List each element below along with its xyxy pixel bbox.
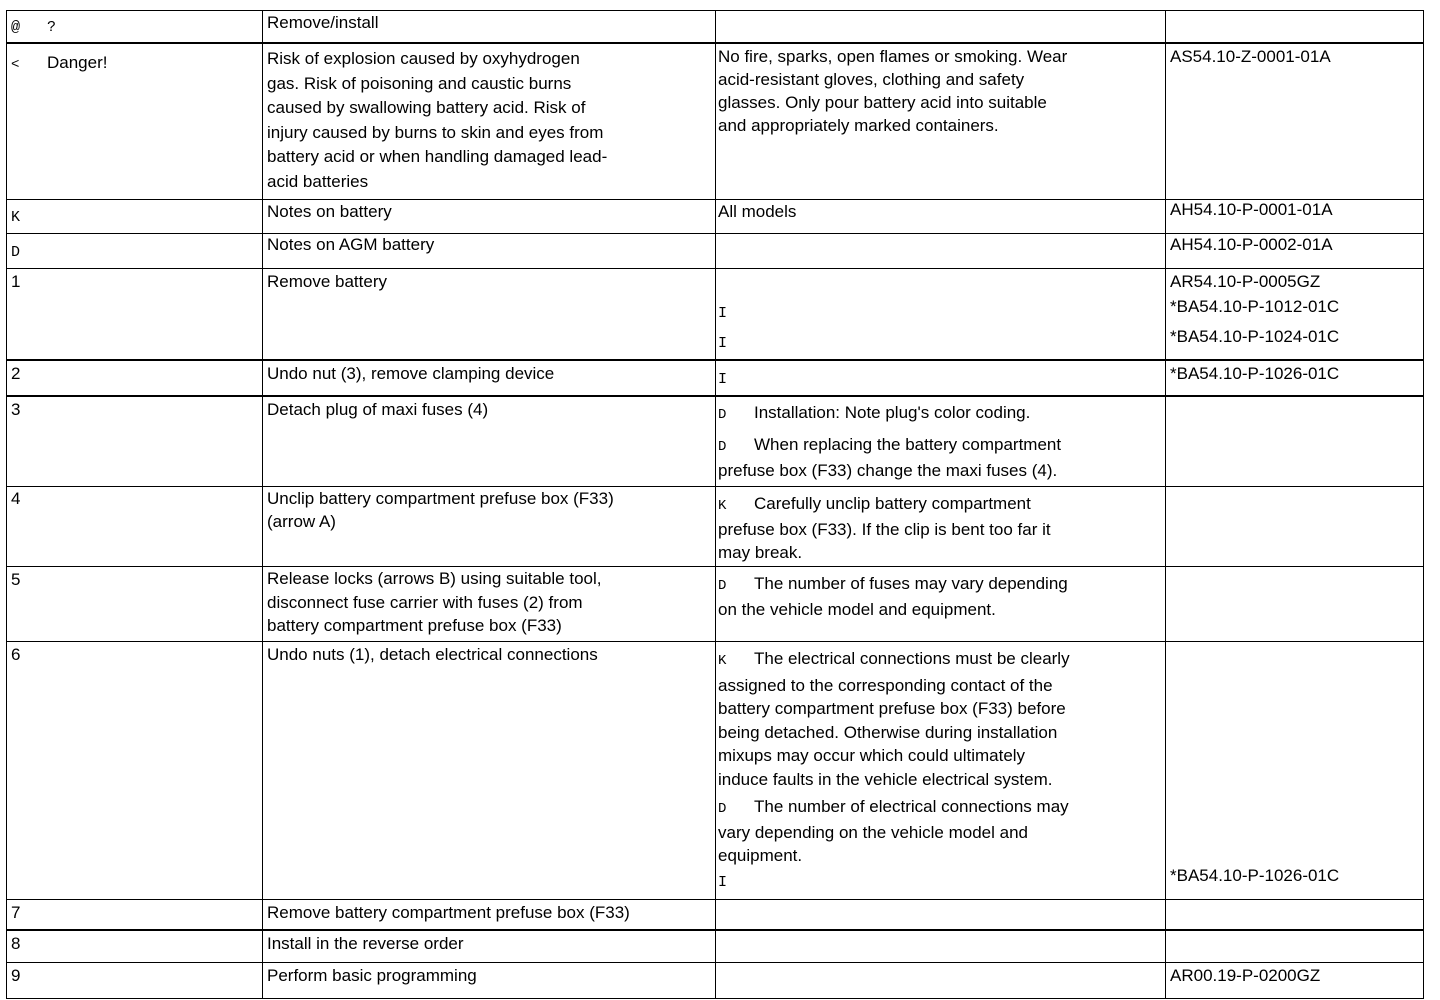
step-number: 8 xyxy=(11,934,21,953)
row-divider xyxy=(7,359,1423,361)
info-symbol-icon: I xyxy=(718,874,728,891)
column-divider xyxy=(715,11,716,998)
row-divider xyxy=(7,395,1423,397)
step-note: D When replacing the battery compartment prefuse box (F33) change the maxi fuses (4). xyxy=(718,435,1062,480)
info-symbol-icon: I xyxy=(718,371,728,388)
row-divider xyxy=(7,899,1423,900)
notes-agm-doc-ref[interactable]: AH54.10-P-0002-01A xyxy=(1170,235,1333,254)
notes-agm-symbol-icon: D xyxy=(11,244,21,261)
step-number: 3 xyxy=(11,400,21,419)
step-text: Install in the reverse order xyxy=(267,934,464,953)
step-note: D Installation: Note plug's color coding. xyxy=(718,401,1030,428)
step-text: Perform basic programming xyxy=(267,966,477,985)
step-doc-ref[interactable]: *BA54.10-P-1024-01C xyxy=(1170,327,1340,346)
row-divider xyxy=(7,42,1423,44)
procedure-table xyxy=(6,10,1424,999)
step-doc-ref[interactable]: *BA54.10-P-1012-01C xyxy=(1170,297,1340,316)
step-text: Unclip battery compartment prefuse box (F33) (arrow A) xyxy=(267,489,614,531)
danger-doc-ref[interactable]: AS54.10-Z-0001-01A xyxy=(1170,47,1331,66)
danger-label: < Danger! xyxy=(11,51,107,78)
step-text: Undo nut (3), remove clamping device xyxy=(267,364,555,383)
row-divider xyxy=(7,929,1423,931)
step-note: D The number of electrical connections may vary depending on the vehicle model and equipment. xyxy=(718,797,1069,865)
step-note: K Carefully unclip battery compartment prefuse box (F33). If the clip is bent too far it may break. xyxy=(718,494,1051,562)
step-text: Remove battery xyxy=(267,272,387,291)
step-note: D The number of fuses may vary depending on the vehicle model and equipment. xyxy=(718,574,1068,619)
step-doc-ref[interactable]: *BA54.10-P-1026-01C xyxy=(1170,866,1340,885)
step-doc-ref[interactable]: AR00.19-P-0200GZ xyxy=(1170,966,1321,985)
step-text: Release locks (arrows B) using suitable tool, disconnect fuse carrier with fuses (2) from battery compartment prefuse box (F33) xyxy=(267,569,602,635)
step-number: 1 xyxy=(11,272,21,291)
row-divider xyxy=(7,641,1423,642)
row-divider xyxy=(7,962,1423,963)
notes-battery-symbol-icon: K xyxy=(11,209,21,226)
caution-symbol-icon: K xyxy=(718,498,727,514)
step-doc-ref[interactable]: AR54.10-P-0005GZ xyxy=(1170,272,1321,291)
danger-icon: < xyxy=(11,57,20,73)
step-number: 7 xyxy=(11,903,21,922)
step-number: 9 xyxy=(11,966,21,985)
danger-risk-text: Risk of explosion caused by oxyhydrogen gas. Risk of poisoning and caustic burns caused by swallowing battery acid. Risk of injury caused by burns to skin and eyes from battery acid or when handling damaged lead- acid batteries xyxy=(267,49,608,191)
row-divider xyxy=(7,486,1423,487)
notes-battery-doc-ref[interactable]: AH54.10-P-0001-01A xyxy=(1170,200,1333,219)
step-doc-ref[interactable]: *BA54.10-P-1026-01C xyxy=(1170,364,1340,383)
step-text: Undo nuts (1), detach electrical connections xyxy=(267,645,598,664)
question-symbol-icon: ? xyxy=(47,19,57,36)
info-symbol-icon: I xyxy=(718,335,728,352)
step-text: Detach plug of maxi fuses (4) xyxy=(267,400,489,419)
row-divider xyxy=(7,566,1423,567)
notes-battery-text: Notes on battery xyxy=(267,202,392,221)
note-symbol-icon: D xyxy=(718,439,727,455)
notes-battery-scope: All models xyxy=(718,202,797,221)
header-title: Remove/install xyxy=(267,13,379,32)
danger-measures-text: No fire, sparks, open flames or smoking. Wear acid-resistant gloves, clothing and safety glasses. Only pour battery acid into suitable and appropriately marked containers. xyxy=(718,47,1068,135)
step-number: 6 xyxy=(11,645,21,664)
header-symbols xyxy=(11,16,56,41)
caution-symbol-icon: K xyxy=(718,653,727,669)
at-symbol-icon: @ xyxy=(11,19,21,36)
step-number: 4 xyxy=(11,489,21,508)
row-divider xyxy=(7,268,1423,269)
step-number: 5 xyxy=(11,570,21,589)
note-symbol-icon: D xyxy=(718,578,727,594)
step-text: Remove battery compartment prefuse box (F33) xyxy=(267,903,630,922)
step-note: K The electrical connections must be clearly assigned to the corresponding contact of the battery compartment prefuse box (F33) before being detached. Otherwise during installation mixups may occur which could ultimately induce faults in the vehicle electrical system. xyxy=(718,649,1070,789)
step-number: 2 xyxy=(11,364,21,383)
notes-agm-text: Notes on AGM battery xyxy=(267,235,435,254)
info-symbol-icon: I xyxy=(718,305,728,322)
column-divider xyxy=(262,11,263,998)
note-symbol-icon: D xyxy=(718,407,727,423)
column-divider xyxy=(1165,11,1166,998)
note-symbol-icon: D xyxy=(718,801,727,817)
